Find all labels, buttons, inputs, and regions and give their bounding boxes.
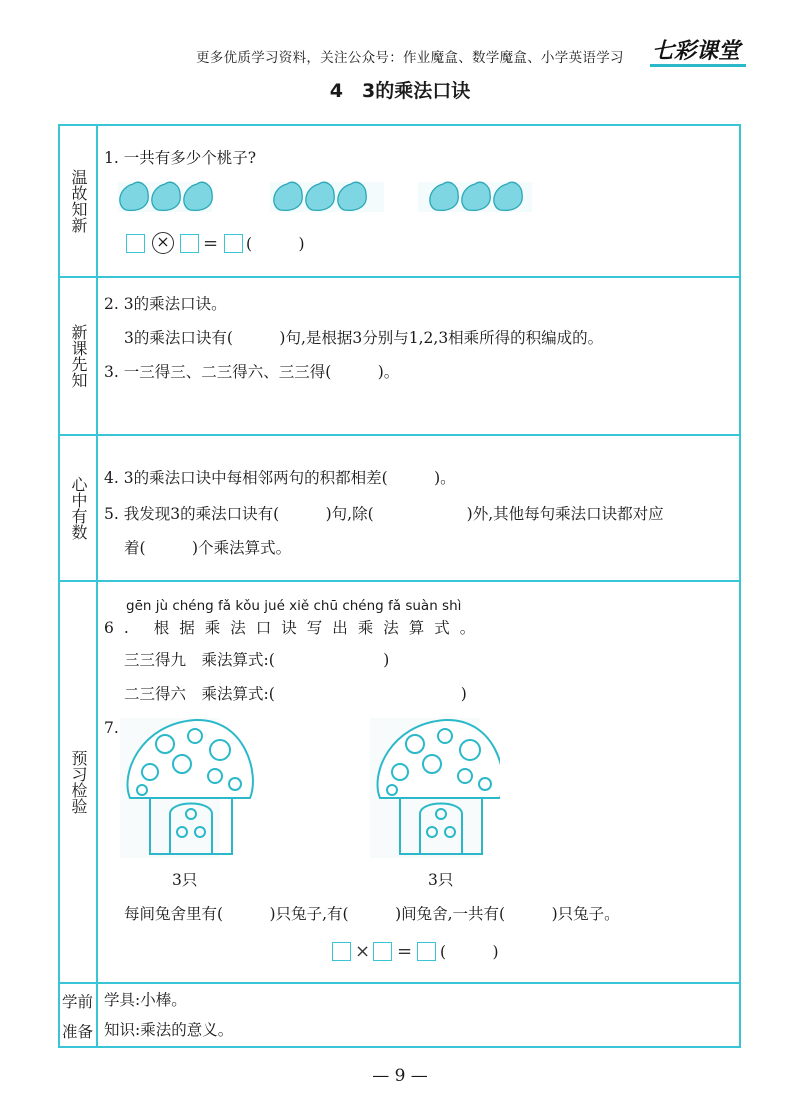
section-label-review: 温故知新 [69, 169, 88, 233]
column-divider [96, 126, 98, 1046]
question-7-number: 7. [104, 719, 119, 737]
answer-box[interactable] [126, 234, 145, 253]
section-label-prep-1: 学前 [62, 993, 94, 1011]
question-7-text: 每间兔舍里有( )只兔子,有( )间兔舍,一共有( )只兔子。 [124, 905, 620, 923]
question-4: 4. 3的乘法口诀中每相邻两句的积都相差( )。 [104, 469, 456, 487]
page-title: 4 3的乘法口诀 [329, 80, 471, 102]
row-divider [60, 580, 739, 582]
prep-knowledge: 知识:乘法的意义。 [104, 1021, 234, 1039]
unit-blank[interactable]: ( ) [246, 235, 305, 253]
logo-text: 七彩课堂 [652, 38, 741, 64]
equals-symbol: = [397, 941, 413, 962]
question-2-title: 2. 3的乘法口诀。 [104, 295, 227, 313]
page-number: — 9 — [372, 1066, 428, 1086]
section-label-preview: 新课先知 [69, 324, 88, 388]
times-symbol: × [355, 941, 371, 962]
brand-logo [652, 38, 748, 66]
prep-tools: 学具:小棒。 [104, 991, 187, 1009]
question-6-row-1: 三三得九 乘法算式:( ) [124, 651, 390, 669]
section-label-check: 预习检验 [69, 750, 88, 814]
rabbit-houses-illustration [120, 714, 500, 858]
question-6-pinyin: gēn jù chéng fǎ kǒu jué xiě chū chéng fǎ suàn shì [126, 598, 462, 614]
answer-box[interactable] [332, 942, 351, 961]
house-2-caption: 3只 [428, 871, 454, 889]
house-1-caption: 3只 [172, 871, 198, 889]
answer-box[interactable] [373, 942, 392, 961]
row-divider [60, 982, 739, 984]
row-divider [60, 434, 739, 436]
times-symbol-circled: × [152, 232, 174, 254]
unit-blank[interactable]: ( ) [440, 943, 499, 961]
answer-box[interactable] [417, 942, 436, 961]
question-1: 1. 一共有多少个桃子? [104, 149, 257, 167]
question-2-text: 3的乘法口诀有( )句,是根据3分别与1,2,3相乘所得的积编成的。 [124, 329, 604, 347]
question-5-line-1: 5. 我发现3的乘法口诀有( )句,除( )外,其他每句乘法口诀都对应 [104, 505, 664, 523]
peaches-illustration [118, 176, 538, 216]
question-3: 3. 一三得三、二三得六、三三得( )。 [104, 363, 400, 381]
question-6-row-2: 二三得六 乘法算式:( ) [124, 685, 467, 703]
equals-symbol: = [203, 233, 219, 254]
row-divider [60, 276, 739, 278]
promo-header: 更多优质学习资料，关注公众号：作业魔盒、数学魔盒、小学英语学习 [196, 50, 624, 66]
answer-box[interactable] [224, 234, 243, 253]
section-label-think: 心中有数 [69, 476, 88, 540]
logo-underline [650, 64, 746, 67]
question-5-line-2: 着( )个乘法算式。 [124, 539, 292, 557]
section-label-prep-2: 准备 [62, 1023, 94, 1041]
question-6: 6. 根据乘法口诀写出乘法算式。 [104, 619, 486, 637]
answer-box[interactable] [180, 234, 199, 253]
